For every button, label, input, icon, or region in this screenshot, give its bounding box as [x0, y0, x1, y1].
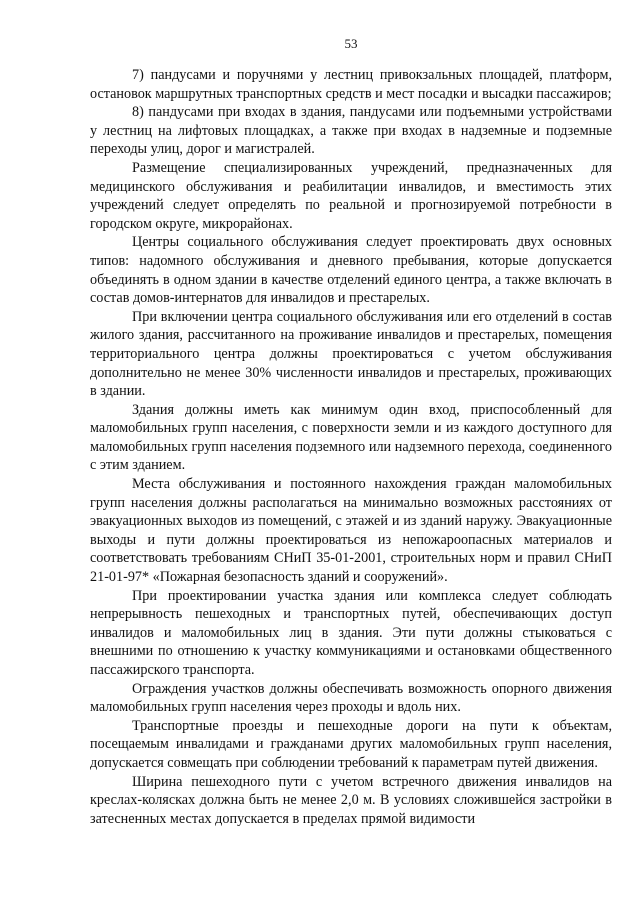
- page-number: 53: [344, 36, 358, 51]
- paragraph: При включении центра социального обслуживания или его отделений в состав жилого здания, рассчитанного на проживание инвалидов и престарелых, помещения территориального центра должны проектироваться с учетом обслуживания дополнительно не менее 30% численности инвалидов и престарелых, проживающих в здании.: [90, 308, 612, 400]
- paragraph: 7) пандусами и поручнями у лестниц привокзальных площадей, платформ, остановок маршрутных транспортных средств и мест посадки и высадки пассажиров;: [90, 67, 612, 102]
- paragraph: Ширина пешеходного пути с учетом встречного движения инвалидов на креслах-колясках должна быть не менее 2,0 м. В условиях сложившейся застройки в затесненных местах допускается в пределах прямой видимости: [90, 773, 612, 827]
- paragraph: 8) пандусами при входах в здания, пандусами или подъемными устройствами у лестниц на лифтовых площадках, а также при входах в надземные и подземные переходы улиц, дорог и магистралей.: [90, 104, 612, 158]
- paragraph: Транспортные проезды и пешеходные дороги на пути к объектам, посещаемым инвалидами и гражданами других маломобильных групп населения, допускается совмещать при соблюдении требований к параметрам путей движения.: [90, 717, 612, 771]
- paragraph: Здания должны иметь как минимум один вход, приспособленный для маломобильных групп населения, с поверхности земли и из каждого доступного для маломобильных групп населения подземного или надземного перехода, соединенного с этим зданием.: [90, 401, 612, 474]
- paragraph: Центры социального обслуживания следует проектировать двух основных типов: надомного обслуживания и дневного пребывания, которые допускается объединять в одном здании в качестве отделений единого центра, а также включать в состав домов-интернатов для инвалидов и престарелых.: [90, 234, 612, 307]
- paragraph: При проектировании участка здания или комплекса следует соблюдать непрерывность пешеходных и транспортных путей, обеспечивающих доступ инвалидов и маломобильных лиц в здания. Эти пути должны стыковаться с внешними по отношению к участку коммуникациями и остановками общественного пассажирского транспорта.: [90, 587, 612, 678]
- paragraph: Размещение специализированных учреждений, предназначенных для медицинского обслуживания и реабилитации инвалидов, и вместимость этих учреждений следует определять по реальной и прогнозируемой потребности в городском округе, микрорайонах.: [90, 159, 612, 232]
- document-body: [90, 66, 612, 828]
- paragraph: Ограждения участков должны обеспечивать возможность опорного движения маломобильных групп населения через проходы и вдоль них.: [90, 680, 612, 716]
- paragraph: Места обслуживания и постоянного нахождения граждан маломобильных групп населения должны располагаться на минимально возможных расстояниях от эвакуационных выходов из помещений, с этажей и из зданий наружу. Эвакуационные выходы и пути должны проектироваться из непожароопасных материалов и соответствовать требованиям СНиП 35-01-2001, строительных норм и правил СНиП 21-01-97* «Пожарная безопасность зданий и сооружений».: [90, 476, 612, 586]
